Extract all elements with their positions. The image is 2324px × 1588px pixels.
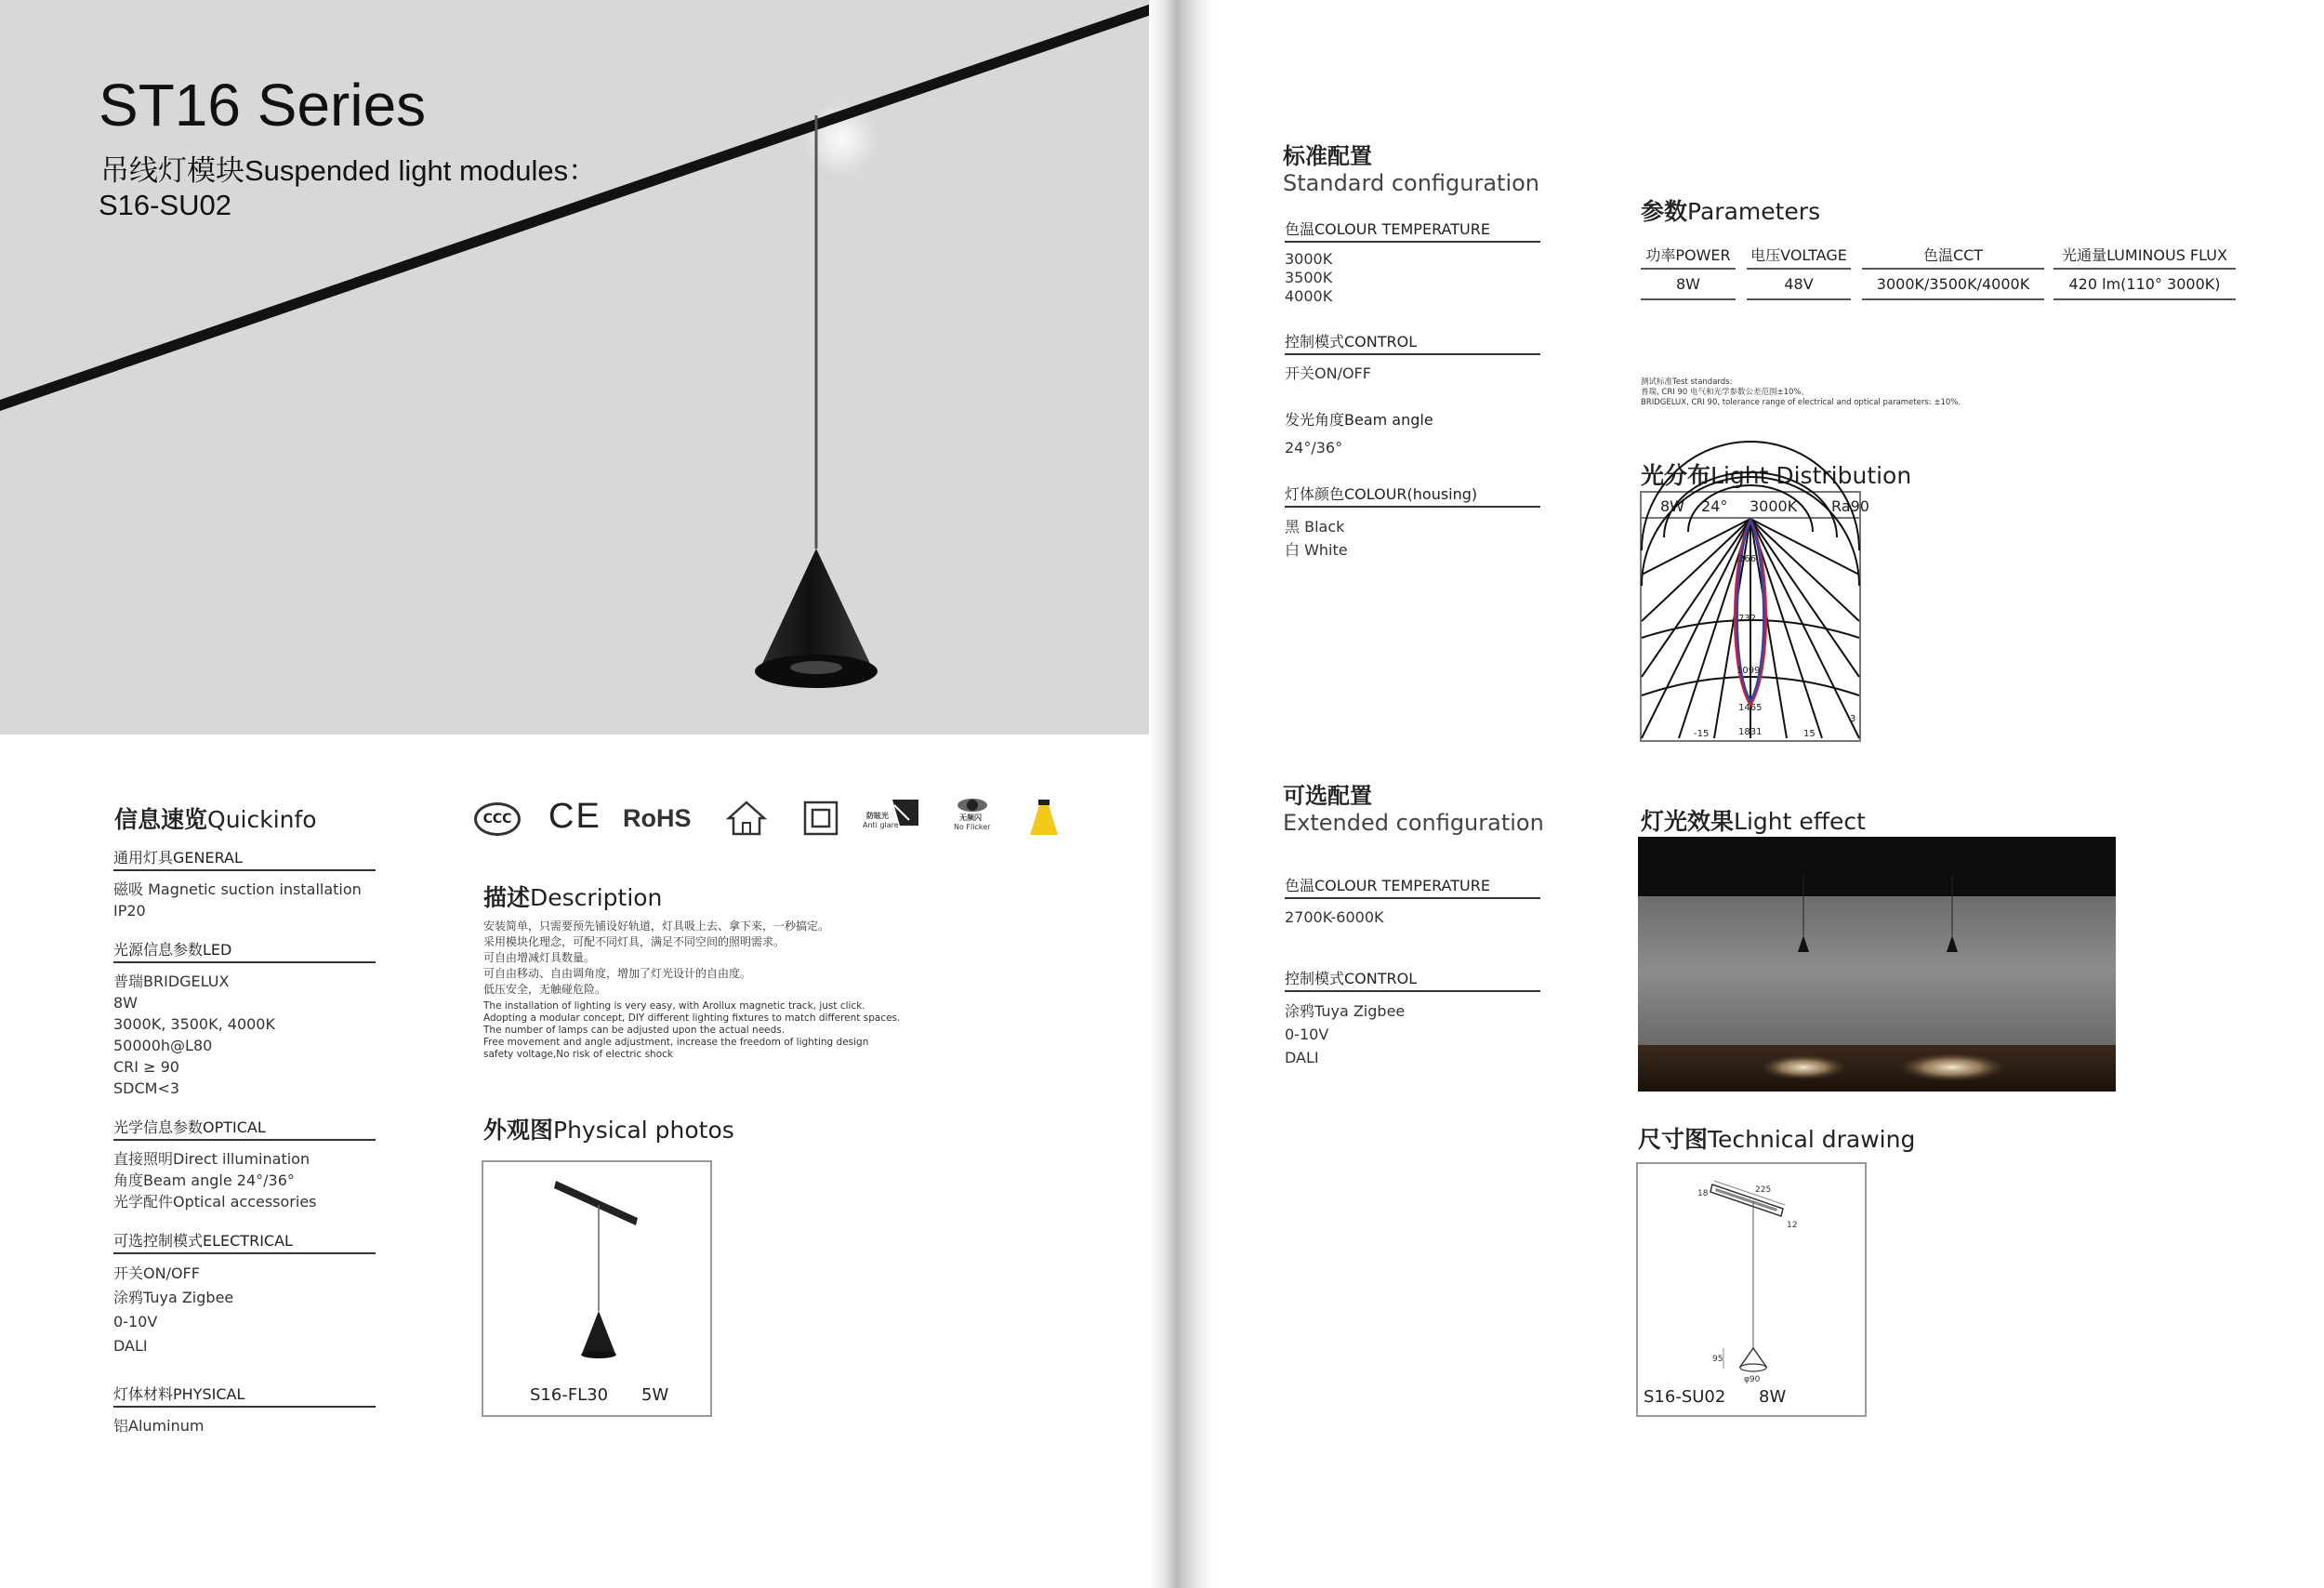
ring-label: 1099 <box>1736 666 1761 676</box>
standard-section-cct <box>1285 218 1554 306</box>
description-body <box>483 919 948 1061</box>
drawing-caption-model: S16-SU02 <box>1644 1387 1726 1407</box>
table-header: 功率POWER <box>1641 244 1736 270</box>
photo-caption-power: 5W <box>641 1385 669 1405</box>
quickinfo-section-physical <box>113 1383 383 1436</box>
polar-chart-frame <box>1640 491 1869 742</box>
photos-heading <box>483 1112 734 1145</box>
standard-section-control <box>1285 330 1554 384</box>
table-cell: 8W <box>1641 270 1736 300</box>
light-distribution-heading-en: Light Distribution <box>1710 462 1912 489</box>
light-distribution-heading-cn: 光分布 <box>1641 462 1711 489</box>
light-effect-heading-en: Light effect <box>1734 808 1866 835</box>
list-item: 开关ON/OFF <box>1285 364 1371 382</box>
description-cn-line: 可自由增减灯具数量。 <box>483 951 596 964</box>
param-col-voltage <box>1747 244 1851 300</box>
extended-config-heading <box>1283 777 1544 836</box>
table-header: 电压VOLTAGE <box>1747 244 1851 270</box>
standard-config-heading-cn: 标准配置 <box>1283 143 1372 169</box>
cert-icon-row <box>472 796 1067 842</box>
right-page <box>1162 0 2324 1588</box>
param-col-power <box>1641 244 1736 300</box>
list-item: IP20 <box>113 902 146 920</box>
description-cn-line: 安装简单，只需要预先铺设好轨道，灯具吸上去、拿下来，一秒搞定。 <box>483 920 830 933</box>
list-item: 4000K <box>1285 287 1333 305</box>
tech-drawing-heading-en: Technical drawing <box>1708 1126 1916 1153</box>
model-number: S16-SU02 <box>99 189 232 221</box>
standard-config-heading <box>1283 138 1539 196</box>
list-item: 角度Beam angle 24°/36° <box>113 1171 295 1189</box>
dim-width-label: 18 <box>1697 1189 1709 1198</box>
list-item: 8W <box>113 994 138 1012</box>
tech-drawing <box>1638 1164 1865 1384</box>
indoor-use-icon <box>725 800 768 837</box>
note-line: 测试标准Test standards: <box>1641 377 1733 387</box>
polar-header-power: 8W <box>1660 497 1684 515</box>
dim-cone-diameter-label: φ90 <box>1744 1375 1761 1384</box>
standard-config-list <box>1285 218 1554 562</box>
description-heading-en: Description <box>530 884 663 911</box>
list-item: DALI <box>113 1337 148 1355</box>
quickinfo-section-led <box>113 938 383 1099</box>
description-heading <box>483 880 662 913</box>
description-cn-line: 可自由移动、自由调角度，增加了灯光设计的自由度。 <box>483 967 752 980</box>
ring-label: 732 <box>1738 614 1757 624</box>
list-item: 3500K <box>1285 269 1333 286</box>
list-item: 0-10V <box>113 1313 158 1330</box>
description-en-line: The installation of lighting is very easy, with Arollux magnetic track, just click. <box>483 1000 865 1012</box>
standard-section-housing <box>1285 483 1554 562</box>
extended-config-list <box>1285 874 1554 1069</box>
ring-label: 366 <box>1738 554 1757 564</box>
ce-icon: CE <box>548 796 601 836</box>
section-title: 灯体材料PHYSICAL <box>113 1383 376 1408</box>
test-standards-note <box>1641 377 2106 408</box>
standard-section-beam <box>1285 408 1554 458</box>
list-item: 白 White <box>1285 541 1348 559</box>
photos-heading-en: Physical photos <box>553 1117 734 1144</box>
light-effect-heading-cn: 灯光效果 <box>1641 808 1735 835</box>
rohs-icon: RoHS <box>623 803 692 832</box>
section-title: 通用灯具GENERAL <box>113 846 376 871</box>
tech-drawing-heading <box>1638 1121 1915 1155</box>
anti-glare-label-en: Anti glare <box>863 821 899 829</box>
tech-drawing-heading-cn: 尺寸图 <box>1638 1126 1709 1153</box>
list-item: SDCM<3 <box>113 1079 180 1097</box>
page-title: ST16 Series <box>99 72 427 139</box>
dim-height-label: 12 <box>1787 1221 1798 1230</box>
light-effect-photo <box>1638 837 2116 1092</box>
light-effect-heading <box>1641 803 1866 837</box>
extended-section-cct <box>1285 874 1554 928</box>
list-item: 3000K <box>1285 250 1333 268</box>
section-title: 光学信息参数OPTICAL <box>113 1116 376 1141</box>
note-line: 普瑞, CRI 90 电气和光学参数公差范围±10%。 <box>1641 388 1809 397</box>
parameters-heading <box>1641 193 1820 227</box>
photo-caption-model: S16-FL30 <box>530 1385 609 1405</box>
extended-config-heading-cn: 可选配置 <box>1283 783 1372 809</box>
description-en-line: The number of lamps can be adjusted upon the actual needs. <box>483 1025 786 1036</box>
extended-config-heading-en: Extended configuration <box>1283 810 1544 836</box>
description-heading-cn: 描述 <box>483 884 531 911</box>
ring-label: 1465 <box>1738 703 1763 713</box>
param-col-cct <box>1862 244 2044 300</box>
section-title: 色温COLOUR TEMPERATURE <box>1285 874 1540 899</box>
quickinfo-heading <box>114 801 317 835</box>
anti-glare-icon <box>863 798 920 839</box>
description-en-line: Free movement and angle adjustment, increase the freedom of lighting design <box>483 1037 869 1048</box>
list-item: 直接照明Direct illumination <box>113 1150 310 1168</box>
section-title: 色温COLOUR TEMPERATURE <box>1285 218 1540 243</box>
standard-config-heading-en: Standard configuration <box>1283 170 1540 196</box>
quickinfo-section-electrical <box>113 1229 383 1358</box>
anti-glare-label-cn: 防眩光 <box>866 812 889 820</box>
list-item: 磁吸 Magnetic suction installation <box>113 880 362 898</box>
list-item: 0-10V <box>1285 1026 1329 1043</box>
dim-cone-height-label: 95 <box>1712 1355 1723 1364</box>
quickinfo-section-general <box>113 846 383 921</box>
beam-light-icon <box>1028 798 1060 839</box>
param-col-flux <box>2053 244 2236 300</box>
list-item: 3000K, 3500K, 4000K <box>113 1015 275 1033</box>
section-title: 灯体颜色COLOUR(housing) <box>1285 483 1540 508</box>
section-title: 光源信息参数LED <box>113 938 376 963</box>
section-title: 控制模式CONTROL <box>1285 330 1540 355</box>
list-item: 涂鸦Tuya Zigbee <box>113 1289 234 1306</box>
quickinfo-section-optical <box>113 1116 383 1212</box>
list-item: 普瑞BRIDGELUX <box>113 973 230 990</box>
photos-heading-cn: 外观图 <box>483 1117 554 1144</box>
dim-length-label: 225 <box>1755 1185 1772 1195</box>
list-item: 铝Aluminum <box>113 1417 205 1435</box>
product-photo <box>483 1162 710 1376</box>
polar-header-cct: 3000K <box>1750 497 1798 515</box>
drawing-caption-power: 8W <box>1759 1387 1787 1407</box>
quickinfo-heading-cn: 信息速览 <box>114 806 208 833</box>
note-line: BRIDGELUX, CRI 90, tolerance range of electrical and optical parameters: ±10%. <box>1641 398 1961 407</box>
ring-label: 1831 <box>1738 727 1763 737</box>
no-flicker-icon <box>944 798 1000 840</box>
page-subtitle: 吊线灯模块Suspended light modules： <box>100 154 598 187</box>
table-cell: 48V <box>1747 270 1851 300</box>
list-item: 开关ON/OFF <box>113 1264 200 1282</box>
list-item: 50000h@L80 <box>113 1037 213 1054</box>
section-title: 可选控制模式ELECTRICAL <box>113 1229 376 1254</box>
physical-photo-frame <box>482 1160 712 1417</box>
angle-label: 3 <box>1850 714 1856 724</box>
tech-drawing-frame <box>1636 1162 1867 1417</box>
parameters-heading-en: Parameters <box>1687 198 1821 225</box>
description-en-line: Adopting a modular concept, DIY different lighting fixtures to match different spaces. <box>483 1012 901 1024</box>
quickinfo-heading-en: Quickinfo <box>207 806 317 833</box>
angle-label: -15 <box>1694 729 1710 739</box>
quickinfo-list <box>113 846 383 1436</box>
angle-label: 15 <box>1803 729 1816 739</box>
table-header: 光通量LUMINOUS FLUX <box>2053 244 2236 270</box>
section-title: 发光角度Beam angle <box>1285 411 1433 429</box>
list-item: 24°/36° <box>1285 439 1343 457</box>
polar-chart <box>1642 519 1859 738</box>
polar-header-angle: 24° <box>1701 497 1728 515</box>
no-flicker-label-en: No Flicker <box>954 823 991 831</box>
parameters-heading-cn: 参数 <box>1641 198 1688 225</box>
list-item: 黑 Black <box>1285 518 1345 536</box>
list-item: 光学配件Optical accessories <box>113 1193 317 1211</box>
hero-banner <box>0 0 1162 734</box>
description-en-line: safety voltage,No risk of electric shock <box>483 1049 673 1060</box>
table-cell: 420 lm(110° 3000K) <box>2053 270 2236 300</box>
description-cn-line: 采用模块化理念，可配不同灯具，满足不同空间的照明需求。 <box>483 935 786 948</box>
description-cn-line: 低压安全，无触碰危险。 <box>483 983 607 996</box>
class-ii-icon <box>803 801 838 836</box>
extended-section-control <box>1285 967 1554 1069</box>
list-item: DALI <box>1285 1049 1319 1066</box>
table-cell: 3000K/3500K/4000K <box>1862 270 2044 300</box>
polar-header-ra: Ra90 <box>1831 497 1869 515</box>
no-flicker-label-cn: 无频闪 <box>959 814 982 822</box>
table-header: 色温CCT <box>1862 244 2044 270</box>
list-item: CRI ≥ 90 <box>113 1058 179 1076</box>
list-item: 涂鸦Tuya Zigbee <box>1285 1002 1406 1020</box>
section-title: 控制模式CONTROL <box>1285 967 1540 992</box>
list-item: 2700K-6000K <box>1285 908 1384 926</box>
ccc-icon: CCC <box>474 802 521 836</box>
